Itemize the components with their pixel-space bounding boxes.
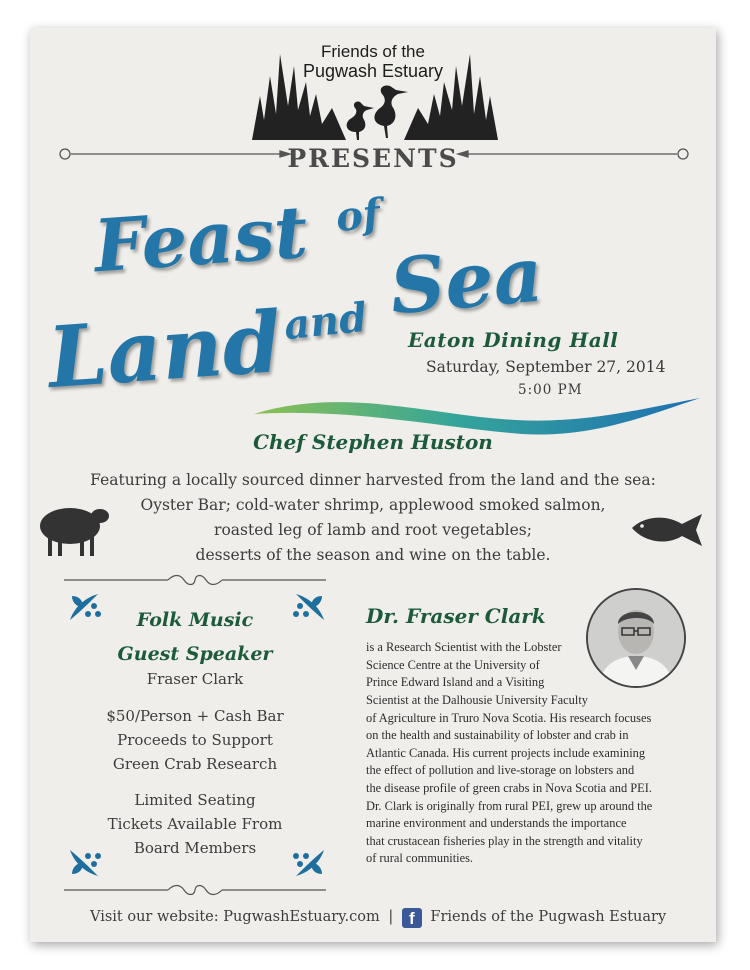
bio-line: Atlantic Canada. His current projects include examining <box>366 745 646 760</box>
menu-line-1: Featuring a locally sourced dinner harvested from the land and the sea: <box>90 471 656 489</box>
bio-line: Scientist at the Dalhousie University Faculty <box>366 693 588 707</box>
bio-line: of Agriculture in Truro Nova Scotia. His research focuses <box>366 710 652 725</box>
speaker-photo <box>586 588 686 688</box>
left-column <box>64 606 326 860</box>
folk-music: Folk Music <box>136 609 254 631</box>
title-and: and <box>281 293 370 350</box>
menu-line-2: Oyster Bar; cold-water shrimp, applewood smoked salmon, <box>140 496 606 514</box>
flyer-page <box>30 28 716 942</box>
heron-icon <box>342 84 412 140</box>
menu-line-3: roasted leg of lamb and root vegetables; <box>214 521 532 539</box>
facebook-icon[interactable]: f <box>402 908 422 928</box>
speaker-portrait-icon <box>588 590 684 686</box>
ticket-price: $50/Person + Cash Bar <box>106 707 284 725</box>
title-of: of <box>333 189 383 242</box>
title-feast: Feast <box>91 188 311 289</box>
bio-line: Dr. Clark is originally from rural PEI, grew up around the <box>366 798 653 813</box>
seating-line-3: Board Members <box>133 839 257 857</box>
seating-line-1: Limited Seating <box>134 791 256 809</box>
footer-separator: | <box>388 909 394 925</box>
guest-speaker: Guest Speaker <box>117 643 273 665</box>
title-land: Land <box>44 291 285 408</box>
speaker-bio-bottom <box>366 692 686 868</box>
proceeds-line-2: Green Crab Research <box>112 755 278 773</box>
chef-name: Chef Stephen Huston <box>253 430 493 454</box>
title-sea: Sea <box>386 229 547 332</box>
guest-speaker-name: Fraser Clark <box>146 670 244 688</box>
event-time: 5:00 PM <box>518 382 583 398</box>
bio-line: the effect of pollution and live-storage on lobsters and <box>366 763 635 778</box>
fish-icon <box>630 512 706 548</box>
menu-line-4: desserts of the season and wine on the table. <box>195 546 551 564</box>
seating-line-2: Tickets Available From <box>107 815 283 833</box>
bio-line: of rural communities. <box>366 851 474 866</box>
presents-heading: PRESENTS <box>287 144 459 173</box>
bio-line: the disease profile of green crabs in Nova Scotia and PEI. <box>366 780 652 795</box>
bio-line: marine environment and understands the importance <box>366 816 627 831</box>
proceeds-line-1: Proceeds to Support <box>117 731 273 749</box>
footer <box>90 908 666 928</box>
org-line2: Pugwash Estuary <box>302 61 444 81</box>
org-line1: Friends of the <box>321 42 425 61</box>
facebook-page-link[interactable]: Friends of the Pugwash Estuary <box>430 909 667 925</box>
bio-line: is a Research Scientist with the Lobster <box>366 640 562 654</box>
website-link[interactable]: Visit our website: PugwashEstuary.com <box>90 909 380 925</box>
left-divider-top <box>64 574 326 586</box>
event-date: Saturday, September 27, 2014 <box>426 358 666 376</box>
bio-line: Science Centre at the University of <box>366 657 540 672</box>
bio-line: on the health and sustainability of lobster and crab in <box>366 728 629 743</box>
speaker-bio-top <box>366 639 584 692</box>
sheep-icon <box>38 502 110 558</box>
left-divider-bottom <box>64 884 326 896</box>
speaker-name: Dr. Fraser Clark <box>366 604 546 628</box>
bio-line: that crustacean fisheries play in the strength and vitality <box>366 833 643 848</box>
menu-description <box>30 468 716 568</box>
venue: Eaton Dining Hall <box>408 328 619 352</box>
bio-line: Prince Edward Island and a Visiting <box>366 675 545 690</box>
